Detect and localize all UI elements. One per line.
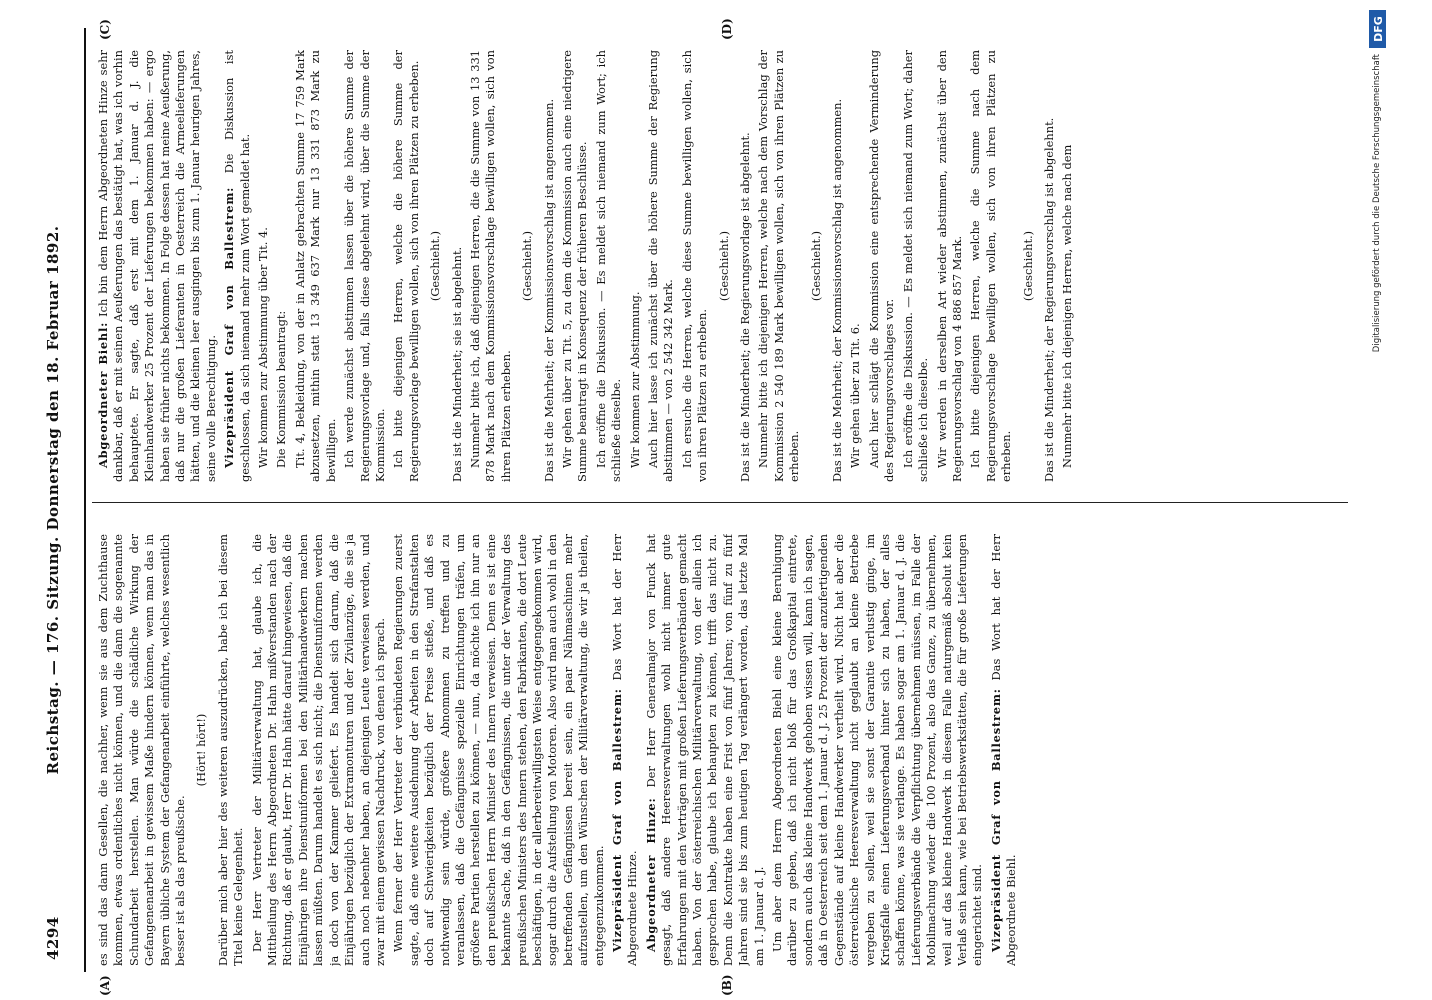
paragraph-text: Die Kommission beantragt: [274, 310, 289, 468]
paragraph [610, 534, 641, 966]
speaker-name: Abgeordneter Hinze: [643, 797, 658, 952]
paragraph-text: Ich eröffne die Diskussion. — Es meldet sich niemand zum Wort; daher schließe ich dieselbe. [900, 50, 931, 482]
paragraph [901, 50, 932, 482]
paragraph [738, 50, 753, 482]
paragraph [542, 50, 557, 482]
right-column [96, 50, 1346, 482]
paragraph [222, 50, 253, 482]
running-title: Reichstag. — 176. Sitzung. Donnerstag den 18. Februar 1892. [44, 225, 62, 775]
paragraph-text: (Geschieht.) [1020, 230, 1035, 302]
paragraph-text: (Geschieht.) [520, 230, 535, 302]
paragraph [809, 50, 824, 482]
paragraph-text: Darüber mich aber hier des weiteren auszudrücken, habe ich bei diesem Titel keine Gelegenheit. [215, 534, 246, 966]
paragraph-text: Ich bin dem Herrn Abgeordneten Hinze sehr dankbar, daß er mit seinen Aeußerungen das bestätigt hat, was ich vorhin behauptete. Er sagte, daß erst mit dem 1. Januar d. J. die Kleinhandwerker 25 Prozent der Lieferungen bekommen haben: — ergo haben sie früher nichts bekommen. In Folge dessen hat meine Aeußerung, daß nur die großen Lieferanten in Oesterreich die Armeelieferungen hätten, und die kleinen leer ausgingen bis zum 1. Januar heurigen Jahres, seine volle Berechtigung. [96, 50, 218, 482]
speaker-name: Abgeordneter Biehl: [96, 321, 110, 468]
dfg-logo-text: DFG [1372, 16, 1385, 42]
paragraph [256, 50, 271, 482]
paragraph-text: Ich eröffne die Diskussion. — Es meldet sich niemand zum Wort; ich schließe dieselbe. [593, 50, 624, 482]
paragraph-text: Die Diskussion ist geschlossen, da sich niemand mehr zum Wort gemeldet hat. [222, 50, 252, 482]
paragraph-text: Der Herr Vertreter der Militärverwaltung hat, glaube ich, die Mittheilung des Herrn Abgeordneten Dr. Hahn mißverstanden nach der Richtung, daß er glaubt, Herr Dr. Hahn hätte darauf hingewiesen, daß die Einjährigen ihre Dienstuniformen bei den Militärhandwerkern machen lassen müßten. Darum handelt es sich nicht; die Dienstuniformen werden ja doch von der Kammer geliefert. Es handelt sich darum, daß die Einjährigen bezüglich der Extramonturen und der Zivilanzüge, die sie ja auch noch nebenher haben, an diejenigen Leute verwiesen werden, und zwar mit einem gewissen Nachdruck, von denen ich sprach. [249, 534, 387, 966]
paragraph [560, 50, 591, 482]
header-rule [84, 28, 86, 972]
paragraph-text: Das ist die Mehrheit; der Kommissionsvorschlag ist angenommen. [830, 98, 845, 482]
paragraph [867, 50, 898, 482]
paragraph [96, 50, 219, 482]
paragraph [293, 50, 339, 482]
paragraph-text: Nunmehr bitte ich diejenigen Herren, welche nach dem [1060, 144, 1075, 468]
paragraph [848, 50, 863, 482]
paragraph [1060, 50, 1075, 482]
paragraph-text: es sind das dann Gesellen, die nachher, wenn sie aus dem Zuchthause kommen, etwas ordentliches nicht können, und die dann die sogenannte Schundarbeit herstellen. Man würde die schädliche Wirkung der Gefangenenarbeit in gewissem Maße hindern können, wenn man das in Bayern übliche System der Gefangenarbeit einführte, welches wesentlich besser ist als das preußische. [96, 534, 188, 966]
paragraph [216, 534, 247, 966]
paragraph-text: Wir gehen über zu Tit. 6. [848, 323, 863, 468]
margin-marker-a: (A) [98, 975, 112, 996]
speaker-name: Vizepräsident Graf von Ballestrem: [610, 688, 624, 952]
paragraph [646, 50, 677, 482]
paragraph-text: Wenn ferner der Herr Vertreter der verbündeten Regierungen zuerst sagte, daß eine weitere Ausdehnung der Arbeiten in den Strafanstalten doch auf Schwierigkeiten bezüglich der Preise stieße, und daß es nothwendig sein würde, größere Abnommen zu treffen und zu veranlassen, daß die Gefängnisse spezielle Einrichtungen träfen, um größere Partien herstellen zu können, — nun, da möchte ich ihn nur an den preußischen Herrn Minister des Innern verweisen. Denn es ist eine bekannte Sache, daß in den Gefängnissen, die unter der Verwaltung des preußischen Ministers des Innern stehen, den Fabrikanten, die dort Leute beschäftigen, in der allerbereitwilligsten Weise entgegengekommen wird, sogar durch die Aufstellung von Motoren. Also wird man auch wohl in den betreffenden Gefängnissen bereit sein, ein paar Nähmaschinen mehr aufzustellen, um den Wünschen der Militärverwaltung, die wir ja theilen, entgegenzukommen. [391, 534, 606, 966]
paragraph-text: Ich bitte diejenigen Herren, welche die Summe nach dem Regierungsvorschlage bewilligen wollen, sich von ihren Plätzen zu erheben. [968, 50, 1014, 482]
paragraph [274, 50, 289, 482]
paragraph-text: Nunmehr bitte ich diejenigen Herren, welche nach dem Vorschlag der Kommission 2 540 189 Mark bewilligen wollen, sich von ihren Plätzen zu erheben. [756, 50, 802, 482]
paragraph [594, 50, 625, 482]
paragraph [468, 50, 514, 482]
paragraph-text: (Geschieht.) [716, 230, 731, 302]
paragraph-text: Wir werden in derselben Art wieder abstimmen, zunächst über den Regierungsvorschlag von 4 886 857 Mark. [934, 50, 964, 482]
paragraph-text: (Geschieht.) [808, 230, 823, 302]
paragraph [935, 50, 966, 482]
paragraph [756, 50, 802, 482]
margin-marker-b: (B) [720, 974, 734, 996]
paragraph-text: Ich bitte diejenigen Herren, welche die höhere Summe der Regierungsvorlage bewilligen wollen, sich von ihren Plätzen zu erheben. [391, 50, 421, 482]
paragraph-text: Nunmehr bitte ich, daß diejenigen Herren, die die Summe von 13 331 878 Mark nach dem Kommissionsvorschlage bewilligen wollen, sich von ihren Plätzen erheben. [467, 50, 513, 482]
paragraph-text: Das ist die Mehrheit; der Kommissionsvorschlag ist angenommen. [541, 98, 556, 482]
paragraph [450, 50, 465, 482]
paragraph [830, 50, 845, 482]
paragraph [644, 534, 767, 966]
speaker-name: Vizepräsident Graf von Ballestrem: [222, 186, 237, 468]
paragraph [717, 50, 732, 482]
paragraph-text: Der Herr Generalmajor von Funck hat gesagt, daß andere Heeresverwaltungen wohl nicht immer gute Erfahrungen mit den Verträgen mit großen Lieferungsverbänden gemacht haben. Von der österreichischen Militärverwaltung, von der allein ich gesprochen habe, glaube ich behaupten zu können, trifft das nicht zu. Denn die Kontrakte haben eine Frist von fünf Jahren; von fünf zu fünf Jahren sind sie bis zum heutigen Tag verlängert worden, das letzte Mal am 1. Januar d. J. [643, 534, 766, 966]
paragraph [391, 534, 607, 966]
paragraph-text: Das ist die Minderheit; die Regierungsvorlage ist abgelehnt. [738, 132, 753, 482]
paragraph-text: Wir kommen zur Abstimmung über Tit. 4. [256, 227, 271, 468]
paragraph [194, 534, 209, 966]
paragraph [989, 534, 1020, 966]
paragraph-text: Wir gehen über zu Tit. 5, zu dem die Kommission auch eine niedrigere Summe beantragt in Konsequenz der früheren Beschlüsse. [559, 50, 590, 482]
paragraph-text: Das Wort hat der Herr Abgeordnete Biehl. [988, 534, 1019, 966]
paragraph-text: Um aber dem Herrn Abgeordneten Biehl eine kleine Beruhigung darüber zu geben, daß ich nicht bloß für das Großkapital eintrete, sondern auch das kleine Handwerk gehoben wissen will, kann ich sagen, daß in Oesterreich seit dem 1. Januar d. J. 25 Prozent der anzufertigenden Gegenstände auf kleine Handwerker vertheilt wird. Nicht hat aber die österreichische Heeresverwaltung nicht geglaubt an kleine Betriebe vergeben zu sollen, weil sie sonst der Garantie verlustig ginge, im Kriegsfalle einen Lieferungsverband hinter sich zu haben, der alles schaffen könne, was sie verlange. Es haben sogar am 1. Januar d. J. die Lieferungsverbände die Verpflichtung übernehmen müssen, im Falle der Mobilmachung wieder die 100 Prozent, also das Ganze, zu übernehmen, weil auf das kleine Handwerk in diesem Falle naturgemäß absolut kein Verlaß sein kann, wie bei Betriebswerkstätten, die für große Lieferungen eingerichtet sind. [770, 534, 985, 966]
paragraph-text: Ich werde zunächst abstimmen lassen über die höhere Summe der Regierungsvorlage und, falls diese abgelehnt wird, über die Summe der Kommission. [342, 50, 387, 482]
paragraph [520, 50, 535, 482]
paragraph-text: Das ist die Minderheit; der Regierungsvorschlag ist abgelehnt. [1041, 117, 1056, 482]
paragraph-text: Das Wort hat der Herr Abgeordnete Hinze. [610, 534, 640, 966]
speaker-name: Vizepräsident Graf von Ballestrem: [988, 688, 1003, 952]
paragraph [250, 534, 389, 966]
paragraph-text: Das ist die Minderheit; sie ist abgelehnt. [449, 246, 464, 482]
margin-marker-c: (C) [98, 19, 112, 40]
paragraph [1042, 50, 1057, 482]
paragraph [770, 534, 986, 966]
column-divider [92, 502, 1348, 503]
digitization-note: Digitalisierung gefördert durch die Deutsche Forschungsgemeinschaft [1372, 54, 1382, 353]
paragraph [968, 50, 1014, 482]
paragraph-text: Auch hier lasse ich zunächst über die höhere Summe der Regierung abstimmen — von 2 542 342 Mark. [646, 50, 676, 482]
running-head [40, 40, 80, 960]
paragraph-text: Wir kommen zur Abstimmung. [627, 291, 642, 468]
paragraph-text: (Hört! hört!) [194, 713, 209, 787]
margin-marker-d: (D) [720, 18, 734, 40]
dfg-logo [1369, 10, 1386, 48]
paragraph [428, 50, 443, 482]
paragraph [391, 50, 422, 482]
paragraph [342, 50, 388, 482]
paragraph [680, 50, 711, 482]
paragraph-text: Auch hier schlägt die Kommission eine entsprechende Verminderung des Regierungsvorschlages vor. [866, 50, 897, 482]
paragraph [628, 50, 643, 482]
paragraph [1021, 50, 1036, 482]
paragraph [96, 534, 188, 966]
paragraph-text: Tit. 4, Bekleidung, von der in Anlatz gebrachten Summe 17 759 Mark abzusetzen, mithin statt 13 349 637 Mark nur 13 331 873 Mark zu bewilligen. [292, 50, 338, 482]
paragraph-text: (Geschieht.) [428, 230, 443, 302]
paragraph-text: Ich ersuche die Herren, welche diese Summe bewilligen wollen, sich von ihren Plätzen zu erheben. [679, 50, 710, 482]
left-column [96, 534, 1346, 966]
digitization-stamp [1368, 10, 1390, 353]
page-number: 4294 [44, 916, 62, 960]
